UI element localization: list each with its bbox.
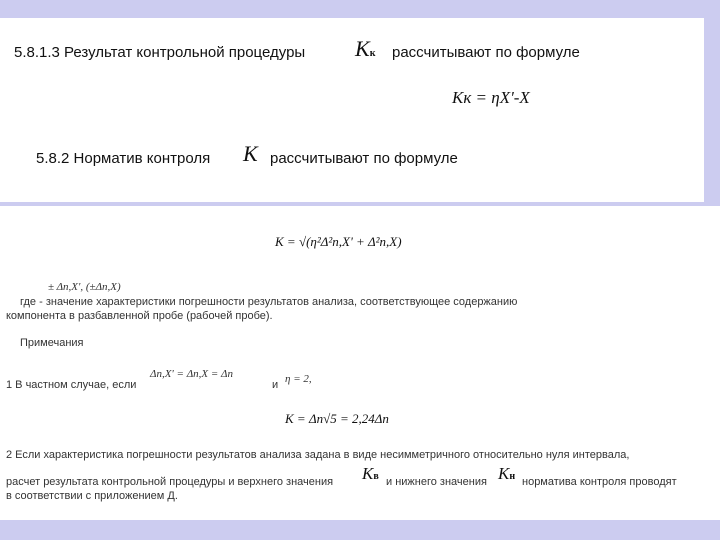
kn-symbol-letter: K [498, 464, 510, 483]
where-line-2: компонента в разбавленной пробе (рабочей пробе). [6, 310, 273, 322]
kk-symbol [355, 36, 375, 62]
where-symbols: ± Δп,X', (±Δп,X) [48, 281, 121, 293]
kk-symbol-sub: к [369, 48, 376, 59]
notes-label: Примечания [20, 337, 84, 349]
where-line-1: где - значение характеристики погрешности результатов анализа, соответствующее содержанию [20, 296, 518, 308]
kv-symbol [362, 464, 379, 484]
note2-line-2-end: норматива контроля проводят [522, 476, 677, 488]
note1-condition: Δп,X' = Δп,X = Δп [150, 368, 234, 380]
kn-symbol [498, 464, 515, 484]
note1-eta: η = 2, [285, 373, 312, 385]
formula-kk: Kк = ηX'-X [452, 88, 530, 107]
note1-text: 1 В частном случае, если [6, 379, 137, 391]
kv-symbol-sub: в [373, 471, 379, 482]
k-symbol: K [243, 141, 258, 166]
section-582-tail: рассчитывают по формуле [270, 150, 458, 167]
section-5813-text: 5.8.1.3 Результат контрольной процедуры [14, 44, 306, 61]
section-5813-tail: рассчитывают по формуле [392, 44, 580, 61]
formula-k: K = √(η²Δ²п,X' + Δ²п,X) [275, 234, 402, 249]
note1-and: и [272, 379, 279, 391]
section-582-text: 5.8.2 Норматив контроля [36, 150, 211, 167]
note1-result: K = Δп√5 = 2,24Δп [285, 411, 389, 426]
kn-symbol-sub: н [509, 471, 516, 482]
note2-line-2-middle: и нижнего значения [386, 476, 487, 488]
note2-line-3: в соответствии с приложением Д. [6, 490, 178, 502]
kv-symbol-letter: K [362, 464, 374, 483]
note2-line-2-start: расчет результата контрольной процедуры и верхнего значения [6, 476, 334, 488]
kk-symbol-letter: K [355, 36, 370, 61]
note2-line-1: 2 Если характеристика погрешности результатов анализа задана в виде несимметричного относительно нуля интервала, [6, 449, 630, 461]
bottom-panel [0, 206, 720, 520]
